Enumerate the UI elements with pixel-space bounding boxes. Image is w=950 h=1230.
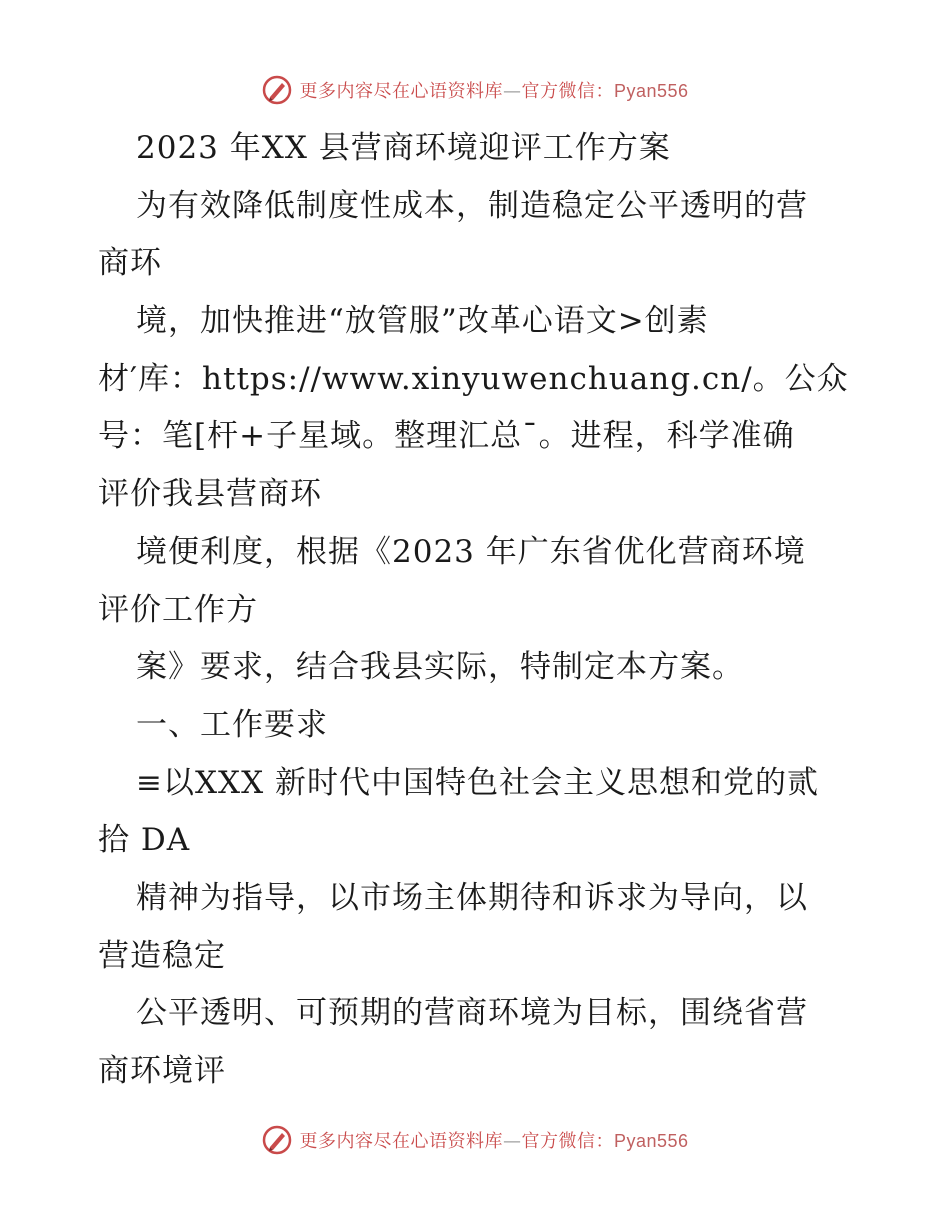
document-line: 营造稳定 <box>98 937 226 974</box>
document-line: 商环境评 <box>98 1053 226 1089</box>
document-line: 案》要求，结合我县实际，特制定本方案。 <box>136 649 744 686</box>
watermark-text <box>299 1127 688 1153</box>
document-line: 2023 年XX 县营商环境迎评工作方案 <box>136 130 671 166</box>
document-line: 拾 DA <box>98 822 191 859</box>
document-line: 境，加快推进“放管服”改革心语文>创素 <box>136 303 709 340</box>
watermark-text <box>299 77 688 103</box>
document-body <box>98 120 858 1101</box>
document-line: 精神为指导，以市场主体期待和诉求为导向，以 <box>136 879 808 916</box>
document-line: 公平透明、可预期的营商环境为目标，围绕省营 <box>136 995 808 1032</box>
watermark-separator: — <box>502 1131 522 1152</box>
document-line: 评价我县营商环 <box>98 476 322 513</box>
pen-logo-icon <box>261 74 293 106</box>
document-line: 评价工作方 <box>98 591 258 628</box>
watermark-wechat-id: Pyan556 <box>613 1131 689 1151</box>
document-line: 为有效降低制度性成本，制造稳定公平透明的营 <box>136 187 808 224</box>
document-line: ≡以XXX 新时代中国特色社会主义思想和党的贰 <box>136 764 820 801</box>
footer-watermark <box>0 1120 950 1160</box>
watermark-wechat-label: 官方微信： <box>521 1131 614 1152</box>
header-watermark <box>0 70 950 110</box>
document-line: 号：笔[杆+子星域。整理汇总¯。进程，科学准确 <box>98 418 795 455</box>
pen-logo-icon <box>261 1124 293 1156</box>
watermark-wechat-label: 官方微信： <box>521 81 614 102</box>
watermark-separator: — <box>502 81 522 102</box>
watermark-brand: 更多内容尽在心语资料库 <box>299 1131 503 1152</box>
watermark-wechat-id: Pyan556 <box>613 81 689 101</box>
document-line: 境便利度，根据《2023 年广东省优化营商环境 <box>136 533 806 570</box>
document-line: 材′库：https://www.xinyuwenchuang.cn/。公众 <box>98 360 849 397</box>
document-line: 商环 <box>98 245 162 282</box>
document-line: 一、工作要求 <box>136 706 328 743</box>
watermark-brand: 更多内容尽在心语资料库 <box>299 81 503 102</box>
